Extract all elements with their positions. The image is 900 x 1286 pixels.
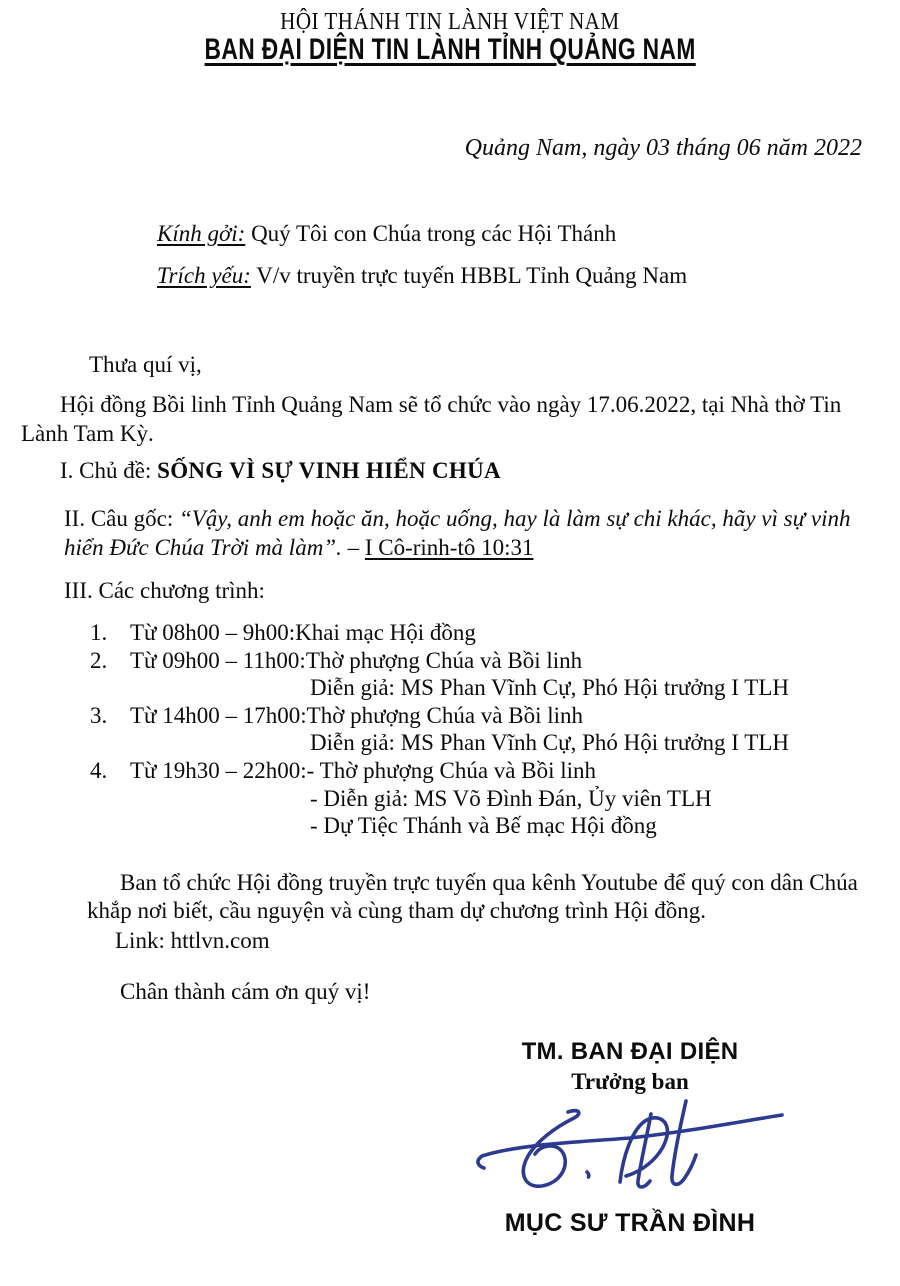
schedule-row bbox=[90, 620, 476, 646]
verse-reference: I Cô-rinh-tô 10:31 bbox=[364, 535, 534, 560]
broadcast-line-1: Ban tổ chức Hội đồng truyền trực tuyến qua kênh Youtube để quý con dân Chúa bbox=[120, 870, 858, 895]
salutation: Thưa quí vị, bbox=[89, 352, 202, 377]
committee-name: BAN ĐẠI DIỆN TIN LÀNH TỈNH QUẢNG NAM bbox=[204, 33, 696, 66]
verse-dash: – bbox=[347, 535, 360, 560]
link-line: Link: httlvn.com bbox=[115, 928, 270, 953]
schedule-row bbox=[90, 703, 583, 729]
recipient-label: Kính gởi: bbox=[157, 221, 246, 246]
schedule-number: 4. bbox=[90, 758, 108, 783]
section-program-label: III. Các chương trình: bbox=[64, 578, 265, 603]
schedule-speaker: Diễn giả: MS Phan Vĩnh Cự, Phó Hội trưởng I TLH bbox=[310, 675, 790, 700]
schedule-row bbox=[90, 648, 582, 674]
closing-on-behalf: TM. BAN ĐẠI DIỆN bbox=[521, 1038, 739, 1065]
schedule-speaker: Diễn giả: MS Phan Vĩnh Cự, Phó Hội trưởng I TLH bbox=[310, 730, 790, 755]
org-name-line bbox=[0, 9, 900, 36]
schedule-desc: Thờ phượng Chúa và Bồi linh bbox=[305, 648, 583, 673]
schedule-desc: Thờ phượng Chúa và Bồi linh bbox=[306, 703, 584, 728]
intro-line-1: Hội đồng Bồi linh Tỉnh Quảng Nam sẽ tổ chức vào ngày 17.06.2022, tại Nhà thờ Tin bbox=[60, 392, 842, 417]
verse-quote-line-1: “Vậy, anh em hoặc ăn, hoặc uống, hay là làm sự chi khác, hãy vì sự vinh bbox=[178, 506, 851, 531]
section-theme bbox=[60, 458, 501, 484]
schedule-time: Từ 09h00 – 11h00: bbox=[130, 648, 306, 673]
schedule-time: Từ 19h30 – 22h00: bbox=[130, 758, 307, 783]
section-theme-title: SỐNG VÌ SỰ VINH HIỂN CHÚA bbox=[157, 458, 501, 483]
schedule-desc: Khai mạc Hội đồng bbox=[295, 620, 476, 645]
schedule-number: 1. bbox=[90, 620, 108, 645]
schedule-time: Từ 08h00 – 9h00: bbox=[130, 620, 296, 645]
section-verse-label: II. Câu gốc: bbox=[64, 506, 174, 531]
schedule-speaker: - Diễn giả: MS Võ Đình Đán, Ủy viên TLH bbox=[310, 786, 712, 811]
intro-line-2: Lành Tam Kỳ. bbox=[21, 421, 154, 446]
verse-quote-line-2: hiển Đức Chúa Trời mà làm”. bbox=[64, 535, 342, 560]
schedule-desc: - Thờ phượng Chúa và Bồi linh bbox=[306, 758, 597, 783]
subject-value: V/v truyền trực tuyến HBBL Tỉnh Quảng Nam bbox=[256, 263, 688, 288]
section-theme-label: I. Chủ đề: bbox=[60, 458, 152, 483]
schedule-time: Từ 14h00 – 17h00: bbox=[130, 703, 307, 728]
recipient-line bbox=[157, 221, 616, 247]
signer-name: MỤC SƯ TRẦN ĐÌNH bbox=[504, 1209, 756, 1237]
schedule-row bbox=[90, 758, 596, 784]
schedule-number: 3. bbox=[90, 703, 108, 728]
signature-image bbox=[470, 1094, 790, 1196]
section-verse-line-1 bbox=[64, 506, 851, 532]
schedule-closing-item: - Dự Tiệc Thánh và Bế mạc Hội đồng bbox=[310, 813, 657, 838]
schedule-number: 2. bbox=[90, 648, 108, 673]
recipient-value: Quý Tôi con Chúa trong các Hội Thánh bbox=[251, 221, 617, 246]
dateline: Quảng Nam, ngày 03 tháng 06 năm 2022 bbox=[464, 135, 862, 161]
committee-name-line bbox=[0, 33, 900, 67]
signature-strokes bbox=[478, 1101, 782, 1187]
closing-role: Trưởng ban bbox=[571, 1069, 689, 1094]
subject-label: Trích yếu: bbox=[157, 263, 251, 288]
subject-line bbox=[157, 263, 687, 289]
org-name: HỘI THÁNH TIN LÀNH VIỆT NAM bbox=[280, 9, 620, 35]
thanks-line: Chân thành cám ơn quý vị! bbox=[120, 979, 371, 1004]
broadcast-line-2: khắp nơi biết, cầu nguyện và cùng tham dự chương trình Hội đồng. bbox=[87, 898, 707, 923]
section-verse-line-2 bbox=[64, 535, 534, 561]
